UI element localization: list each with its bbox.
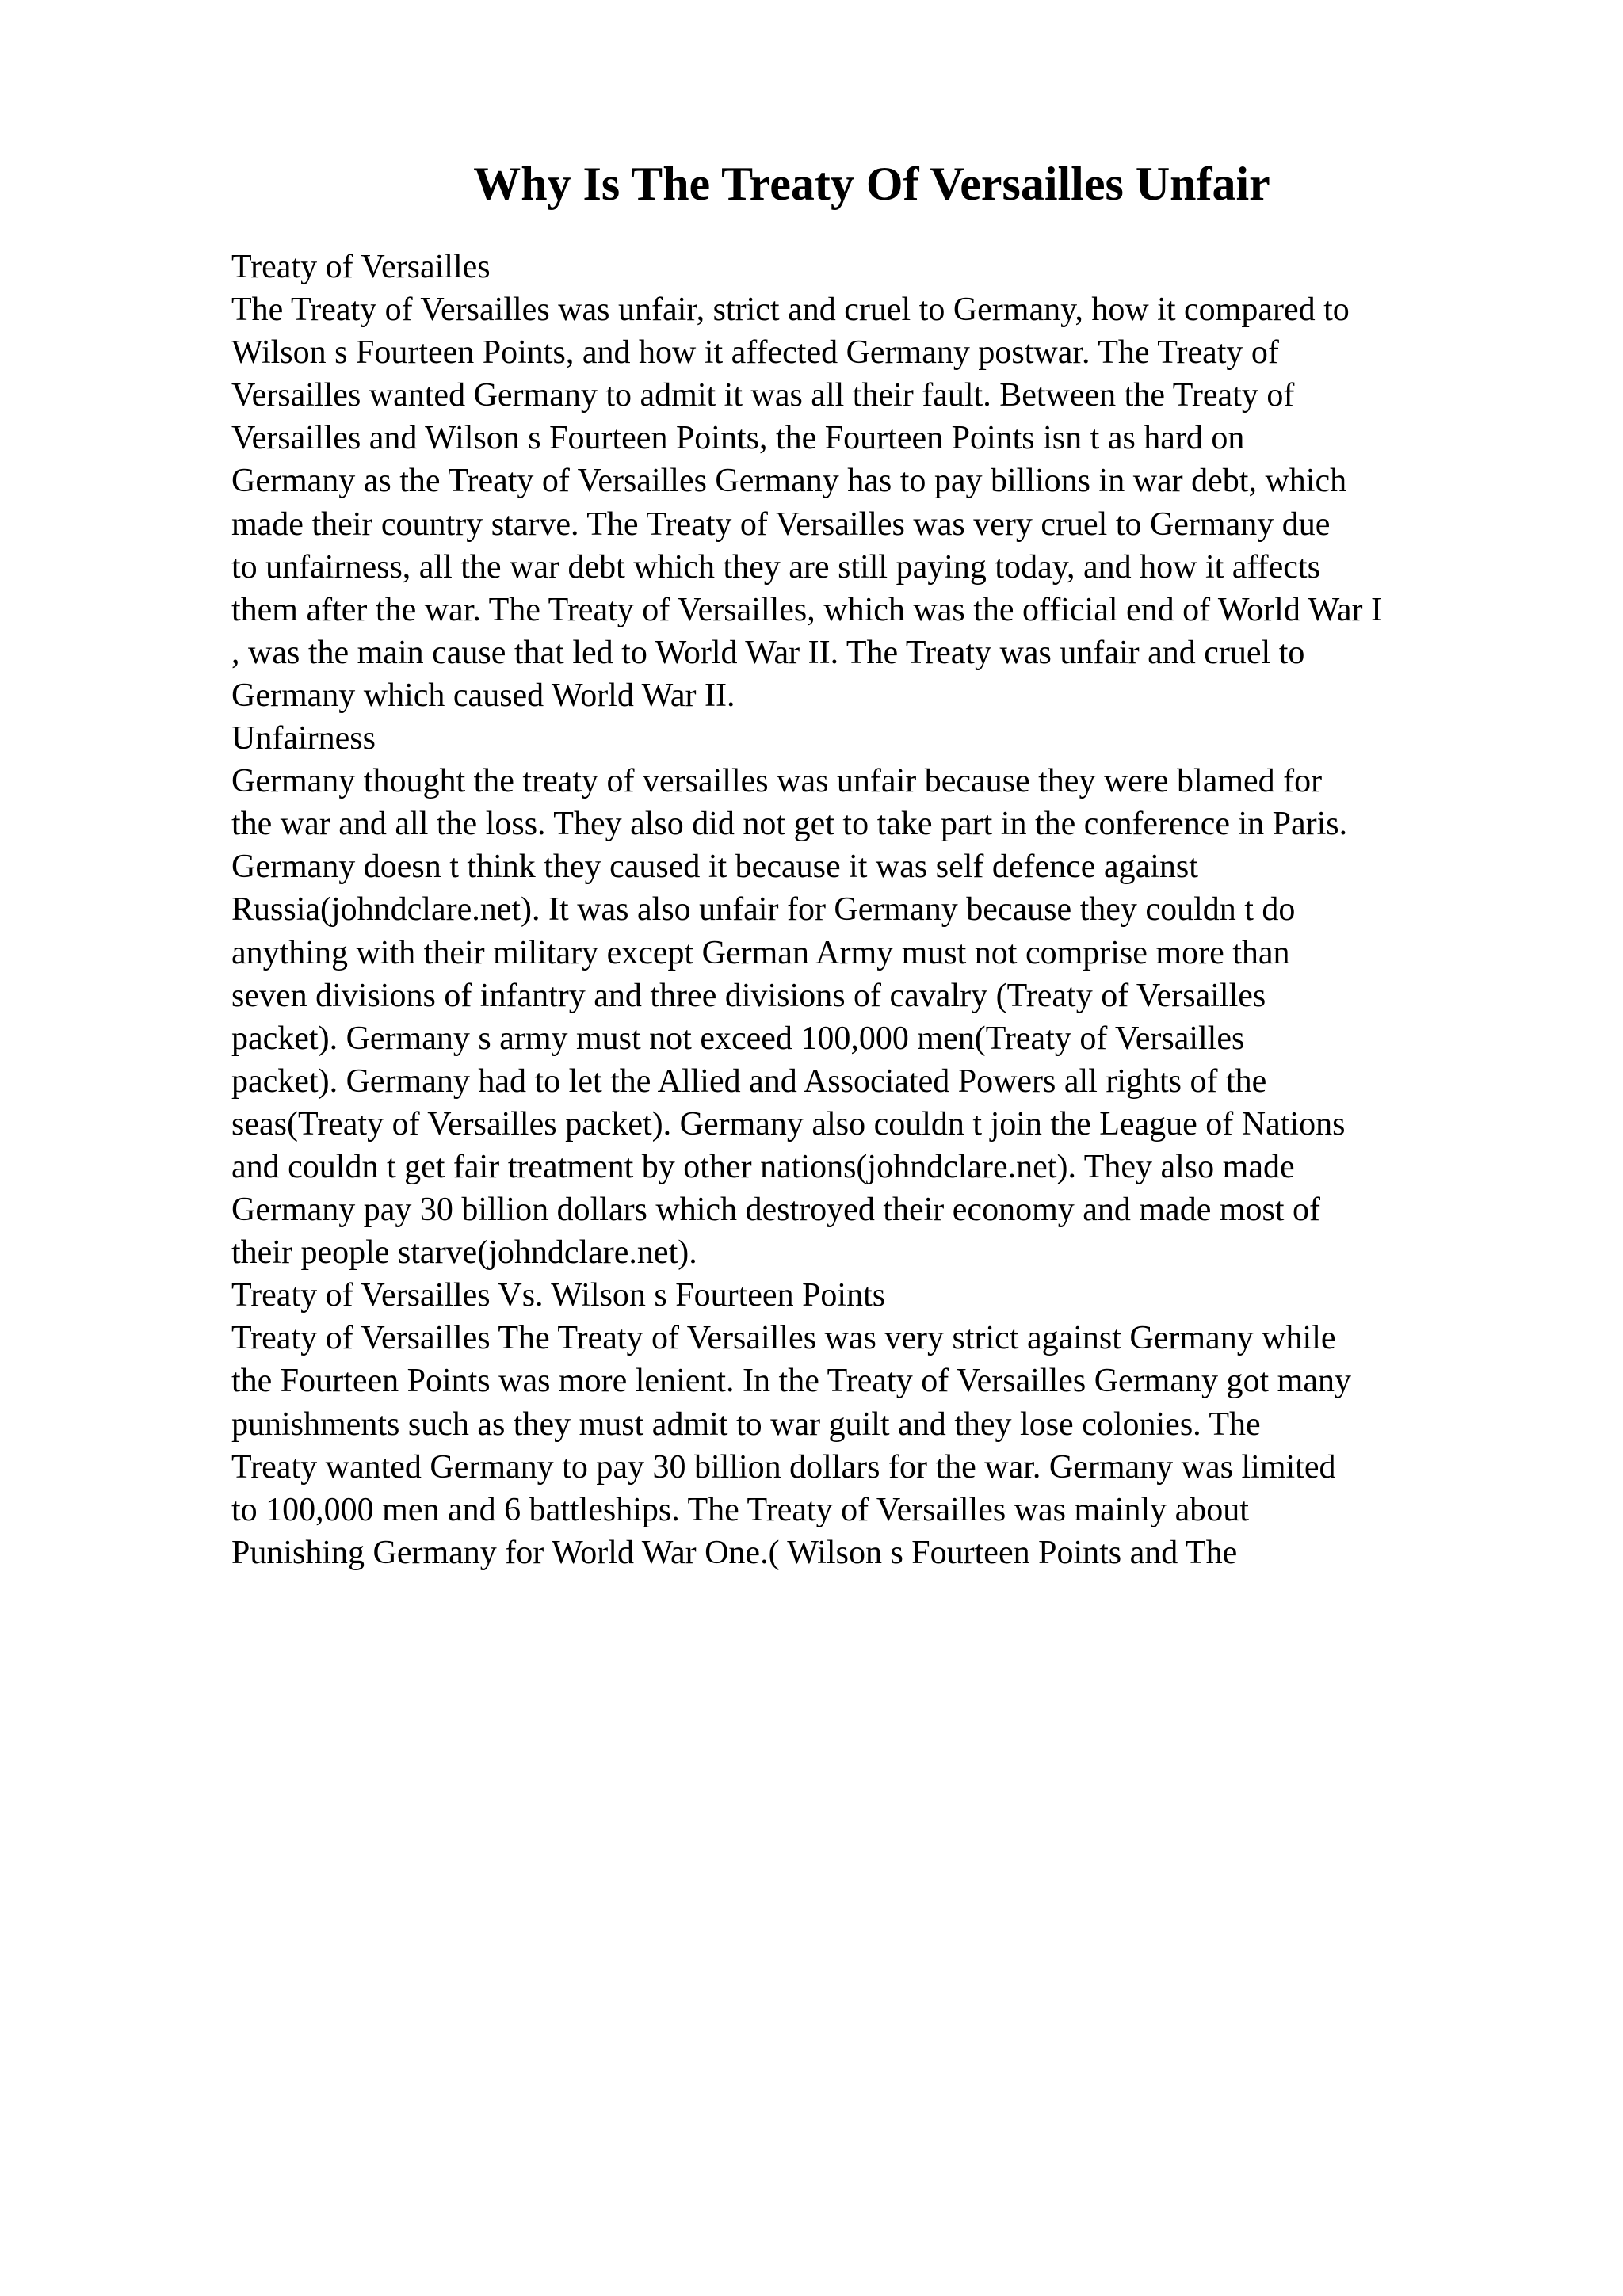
text-line: made their country starve. The Treaty of Versailles was very cruel to Germany due [231, 505, 1331, 543]
text-line: to 100,000 men and 6 battleships. The Treaty of Versailles was mainly about [231, 1491, 1249, 1528]
text-line: Russia(johndclare.net). It was also unfair for Germany because they couldn t do [231, 891, 1296, 929]
text-line: Treaty of Versailles [231, 249, 491, 285]
text-line: packet). Germany s army must not exceed 100,000 men(Treaty of Versailles [231, 1020, 1245, 1057]
text-line: them after the war. The Treaty of Versailles, which was the official end of World War I [231, 591, 1382, 628]
text-line: Germany as the Treaty of Versailles Germany has to pay billions in war debt, which [231, 463, 1347, 500]
text-line: Treaty of Versailles The Treaty of Versailles was very strict against Germany while [231, 1320, 1336, 1357]
text-line: Unfairness [231, 720, 376, 757]
text-line: to unfairness, all the war debt which they are still paying today, and how it affects [231, 548, 1320, 585]
text-line: Versailles wanted Germany to admit it was all their fault. Between the Treaty of [231, 377, 1295, 414]
text-line: , was the main cause that led to World War II. The Treaty was unfair and cruel to [231, 634, 1305, 671]
text-line: anything with their military except German Army must not comprise more than [231, 934, 1290, 971]
text-line: Wilson s Fourteen Points, and how it affected Germany postwar. The Treaty of [231, 334, 1279, 372]
text-line: Germany which caused World War II. [231, 677, 735, 714]
text-line: Germany pay 30 billion dollars which destroyed their economy and made most of [231, 1192, 1321, 1229]
text-line: seven divisions of infantry and three divisions of cavalry (Treaty of Versailles [231, 977, 1266, 1014]
text-line: Treaty wanted Germany to pay 30 billion dollars for the war. Germany was limited [231, 1448, 1336, 1486]
text-line: their people starve(johndclare.net). [231, 1234, 697, 1272]
essay-body [231, 246, 1594, 1574]
text-line: Punishing Germany for World War One.( Wilson s Fourteen Points and The [231, 1534, 1238, 1571]
text-line: The Treaty of Versailles was unfair, strict and cruel to Germany, how it compared to [231, 292, 1350, 329]
text-line: packet). Germany had to let the Allied and Associated Powers all rights of the [231, 1062, 1267, 1100]
text-line: the war and all the loss. They also did not get to take part in the conference in Paris. [231, 806, 1348, 843]
text-line: Germany thought the treaty of versailles was unfair because they were blamed for [231, 763, 1323, 800]
text-line: and couldn t get fair treatment by other nations(johndclare.net). They also made [231, 1148, 1295, 1185]
text-line: seas(Treaty of Versailles packet). Germany also couldn t join the League of Nations [231, 1105, 1346, 1142]
text-line: punishments such as they must admit to war guilt and they lose colonies. The [231, 1405, 1261, 1443]
text-line: Versailles and Wilson s Fourteen Points, the Fourteen Points isn t as hard on [231, 420, 1245, 457]
text-line: Treaty of Versailles Vs. Wilson s Fourteen Points [231, 1277, 886, 1314]
page-title: Why Is The Treaty Of Versailles Unfair [473, 158, 1270, 210]
text-line: the Fourteen Points was more lenient. In the Treaty of Versailles Germany got many [231, 1363, 1351, 1400]
text-line: Germany doesn t think they caused it because it was self defence against [231, 849, 1198, 886]
